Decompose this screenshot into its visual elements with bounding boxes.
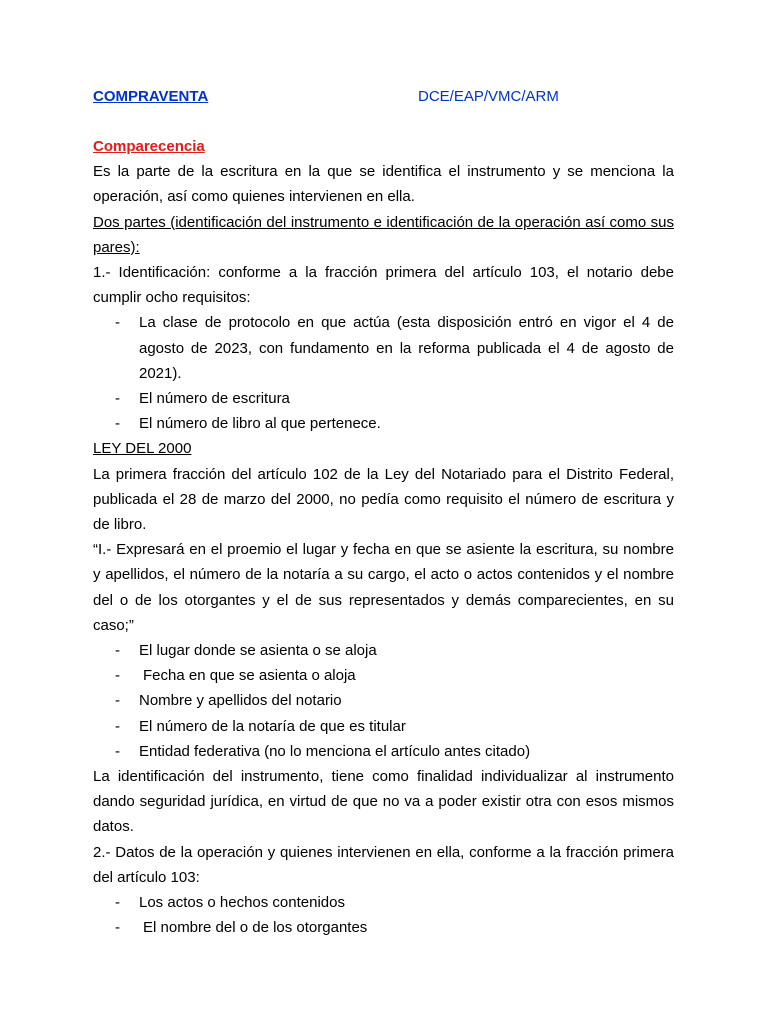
item1-paragraph: 1.- Identificación: conforme a la fracción primera del artículo 103, el notario debe cumplir ocho requisitos: [93, 264, 674, 307]
two-parts-paragraph: Dos partes (identificación del instrumento e identificación de la operación así como sus pares): [93, 213, 674, 256]
dash-marker: - [115, 717, 120, 735]
list-item-text: El lugar donde se asienta o se aloja [139, 642, 377, 660]
document-header [93, 84, 674, 109]
list-item [93, 663, 674, 688]
list-item [93, 890, 674, 915]
list-item [93, 714, 674, 739]
list-item [93, 310, 674, 386]
quote-paragraph: “I.- Expresará en el proemio el lugar y fecha en que se asiente la escritura, su nombre y apellidos, el número de la notaría a su cargo, el acto o actos contenidos y el nombre del o de los otorgantes y el de sus representados y demás comparecientes, en su caso;” [93, 541, 674, 634]
list-item-text: El nombre del o de los otorgantes [143, 919, 368, 937]
document-title: COMPRAVENTA [93, 88, 209, 105]
list-item-text: El número de la notaría de que es titular [139, 717, 406, 735]
dash-marker: - [115, 642, 120, 660]
dash-marker: - [115, 919, 120, 937]
list-requirements [93, 310, 674, 436]
list-item-text: Entidad federativa (no lo menciona el artículo antes citado) [139, 742, 531, 760]
list-item-text: Fecha en que se asienta o aloja [143, 667, 356, 685]
document-code: DCE/EAP/VMC/ARM [418, 88, 559, 105]
list-operation [93, 890, 674, 940]
list-item [93, 638, 674, 663]
dash-marker: - [115, 390, 120, 408]
list-item-text: El número de escritura [139, 390, 290, 408]
ley-heading: LEY DEL 2000 [93, 440, 192, 458]
item2-paragraph: 2.- Datos de la operación y quienes intervienen en ella, conforme a la fracción primera del artículo 103: [93, 843, 674, 886]
list-item-text: Los actos o hechos contenidos [139, 894, 345, 912]
section-title: Comparecencia [93, 138, 205, 155]
dash-marker: - [115, 692, 120, 710]
list-item [93, 411, 674, 436]
intro-paragraph: Es la parte de la escritura en la que se identifica el instrumento y se menciona la operación, así como quienes intervienen en ella. [93, 163, 674, 206]
dash-marker: - [115, 894, 120, 912]
ley-paragraph: La primera fracción del artículo 102 de la Ley del Notariado para el Distrito Federal, publicada el 28 de marzo del 2000, no pedía como requisito el número de escritura y de libro. [93, 465, 674, 534]
dash-marker: - [115, 667, 120, 685]
identification-paragraph: La identificación del instrumento, tiene como finalidad individualizar al instrumento dando seguridad jurídica, en virtud de que no va a poder existir otra con esos mismos datos. [93, 768, 674, 836]
document-content [93, 84, 674, 941]
list-item-text: Nombre y apellidos del notario [139, 692, 342, 710]
list-item-text: La clase de protocolo en que actúa (esta disposición entró en vigor el 4 de agosto de 2023, con fundamento en la reforma publicada el 4 de agosto de 2021). [139, 314, 674, 382]
dash-marker: - [115, 415, 120, 433]
list-item [93, 386, 674, 411]
list-item-text: El número de libro al que pertenece. [139, 415, 381, 433]
list-item [93, 688, 674, 713]
list-proemio [93, 638, 674, 764]
dash-marker: - [115, 742, 120, 760]
dash-marker: - [115, 314, 120, 332]
list-item [93, 915, 674, 940]
list-item [93, 739, 674, 764]
